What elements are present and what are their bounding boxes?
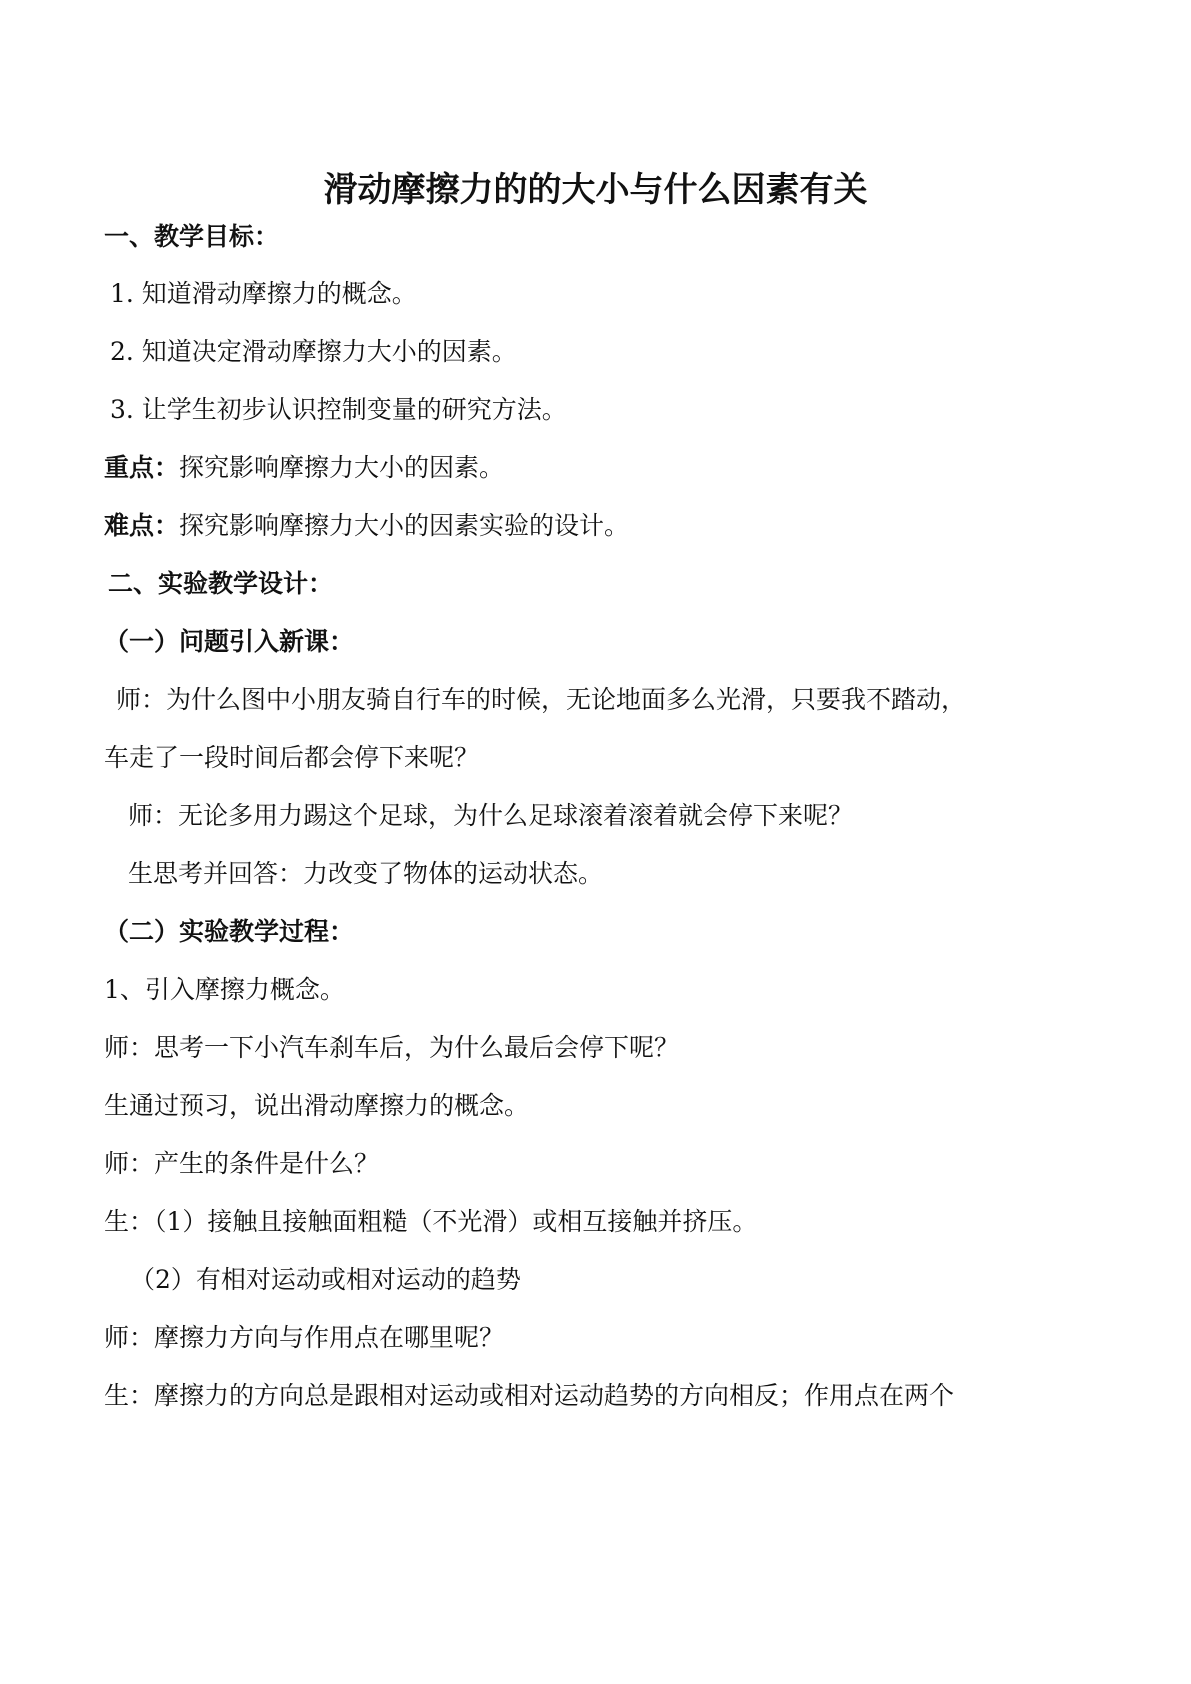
paragraph-line: 生：（1）接触且接触面粗糙（不光滑）或相互接触并挤压。 — [104, 1207, 758, 1236]
subsection-heading-intro: （一）问题引入新课： — [104, 627, 355, 656]
difficulty-point-label: 难点： — [104, 511, 180, 540]
key-point — [104, 451, 504, 485]
section-heading-objectives: 一、教学目标： — [104, 222, 280, 251]
objective-item-2: 2. 知道决定滑动摩擦力大小的因素。 — [110, 337, 517, 366]
paragraph-line: 师：产生的条件是什么？ — [104, 1149, 380, 1178]
difficulty-point-text: 探究影响摩擦力大小的因素实验的设计。 — [179, 511, 630, 540]
key-point-text: 探究影响摩擦力大小的因素。 — [179, 453, 505, 482]
paragraph-line: 师：摩擦力方向与作用点在哪里呢？ — [104, 1323, 505, 1352]
paragraph-line: 生思考并回答：力改变了物体的运动状态。 — [128, 859, 604, 888]
objective-item-1: 1. 知道滑动摩擦力的概念。 — [110, 279, 417, 308]
paragraph-line: （2）有相对运动或相对运动的趋势 — [130, 1265, 521, 1294]
paragraph-line: 师：为什么图中小朋友骑自行车的时候，无论地面多么光滑，只要我不踏动， — [116, 685, 967, 714]
section-heading-design: 二、实验教学设计： — [108, 569, 334, 598]
key-point-label: 重点： — [104, 453, 180, 482]
paragraph-line: 1、引入摩擦力概念。 — [104, 975, 345, 1004]
difficulty-point — [104, 509, 629, 543]
paragraph-line: 师：思考一下小汽车刹车后，为什么最后会停下呢？ — [104, 1033, 680, 1062]
page-title: 滑动摩擦力的的大小与什么因素有关 — [323, 170, 868, 210]
paragraph-line: 生通过预习，说出滑动摩擦力的概念。 — [104, 1091, 530, 1120]
objective-item-3: 3. 让学生初步认识控制变量的研究方法。 — [110, 395, 567, 424]
paragraph-line: 师：无论多用力踢这个足球，为什么足球滚着滚着就会停下来呢？ — [128, 801, 854, 830]
paragraph-line: 生：摩擦力的方向总是跟相对运动或相对运动趋势的方向相反；作用点在两个 — [104, 1381, 955, 1410]
subsection-heading-process: （二）实验教学过程： — [104, 917, 355, 946]
paragraph-line: 车走了一段时间后都会停下来呢？ — [104, 743, 480, 772]
